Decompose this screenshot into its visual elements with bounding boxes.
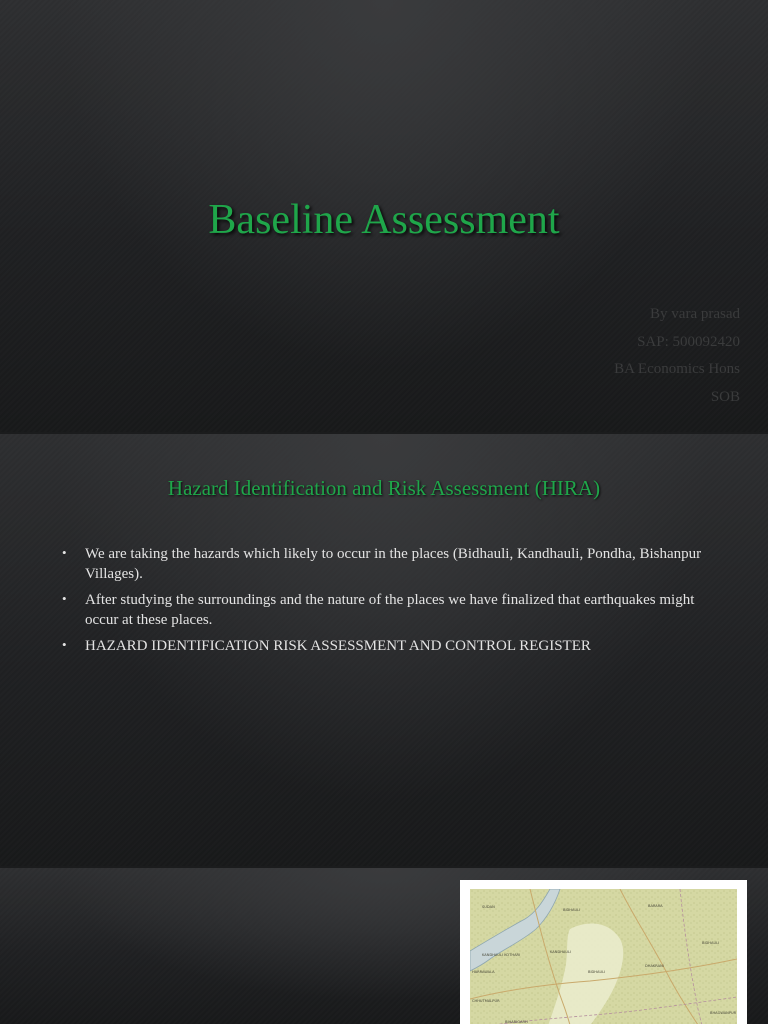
bullet-text: HAZARD IDENTIFICATION RISK ASSESSMENT AND CONTROL REGISTER	[85, 638, 591, 654]
hira-slide	[0, 434, 768, 866]
bullet-item	[60, 590, 720, 630]
bullet-list	[60, 544, 720, 662]
sap-line: SAP: 500092420	[637, 333, 740, 350]
map-label: SUDAN	[482, 905, 495, 909]
slide-title: Baseline Assessment	[208, 197, 560, 243]
bullet-item	[60, 636, 720, 656]
slide-title: Hazard Identification and Risk Assessment (HIRA)	[167, 476, 601, 500]
map-label: KANDHAULI	[550, 950, 572, 954]
bullet-item	[60, 544, 720, 584]
map-slide	[0, 868, 768, 1024]
school-line: SOB	[710, 388, 740, 405]
map-label: BHAGWANPUR	[710, 1011, 737, 1015]
map-label: DHAKRANI	[645, 964, 664, 968]
map-label: KANDHAULI KOTHARI	[482, 953, 521, 957]
bullet-text: After studying the surroundings and the nature of the places we have finalized that earthquakes might occur at these places.	[85, 592, 695, 628]
bullet-icon: •	[62, 545, 67, 560]
map-image-frame	[460, 880, 747, 1024]
map-image	[470, 889, 737, 1024]
author-line: By vara prasad	[650, 306, 740, 322]
program-line: BA Economics Hons	[614, 361, 740, 377]
map-graphic	[470, 889, 737, 1024]
map-label: BIDHAULI	[563, 908, 581, 912]
title-slide	[0, 0, 768, 432]
bullet-icon: •	[62, 591, 67, 606]
map-label: BIDHAULI	[588, 970, 606, 974]
map-label: BIDHAULI	[702, 941, 720, 945]
map-label: BARARA	[648, 904, 663, 908]
bullet-text: We are taking the hazards which likely to occur in the places (Bidhauli, Kandhauli, Pondha, Bishanpur Villages).	[85, 546, 702, 582]
bullet-icon: •	[62, 637, 67, 652]
slide-subtitle	[614, 301, 740, 411]
map-label: BIHARIGARH	[505, 1020, 528, 1024]
map-label: HARRAWALA	[472, 970, 495, 974]
map-label: CHHUTMALPUR	[472, 999, 500, 1003]
